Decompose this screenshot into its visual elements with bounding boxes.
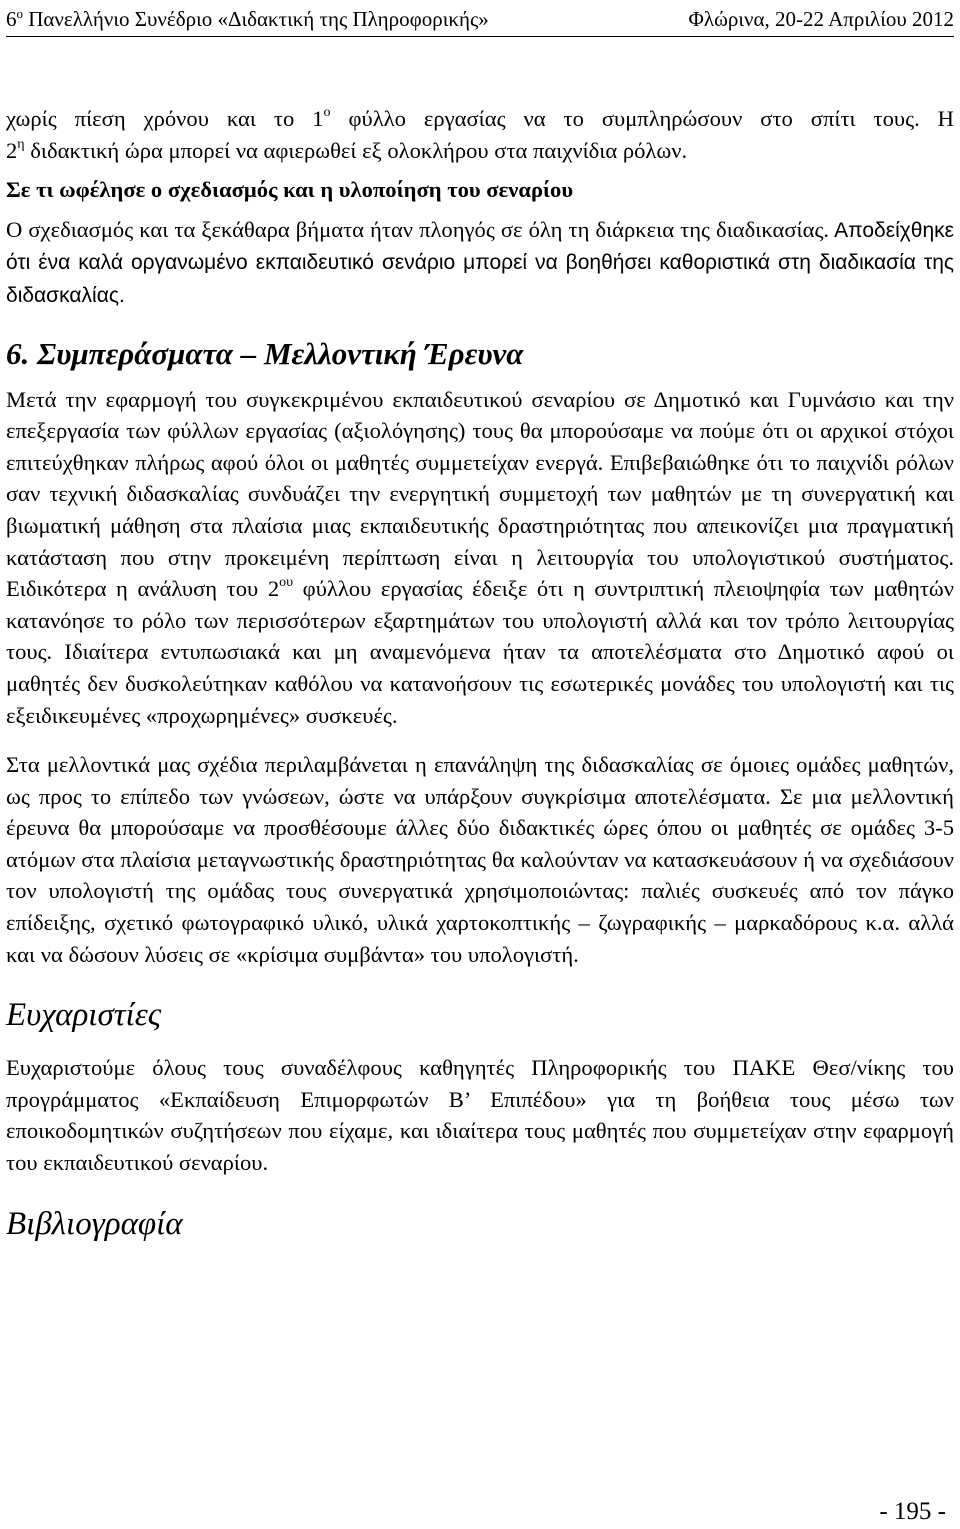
benefit-paragraph: Ο σχεδιασμός και τα ξεκάθαρα βήματα ήταν πλοηγός σε όλη τη διάρκεια της διαδικασίας. Αποδείχθηκε ότι ένα καλά οργανωμένο εκπαιδευτικό σενάριο μπορεί να βοηθήσει καθοριστικά στη διαδικασία της διδασκαλίας. — [6, 216, 954, 307]
acknowledgements-paragraph: Ευχαριστούμε όλους τους συναδέλφους καθηγητές Πληροφορικής του ΠΑΚΕ Θεσ/νίκης του προγράμματος «Εκπαίδευση Επιμορφωτών Β’ Επιπέδου» για τη βοήθεια τους μέσω των εποικοδομητικών συζητήσεων που είχαμε, και ιδιαίτερα τους μαθητές που συμμετείχαν στην εφαρμογή του εκπαιδευτικού σεναρίου. — [6, 1055, 954, 1176]
intro-line-2: $2^\eta$ διδακτική ώρα μπορεί να αφιερωθεί εξ ολοκλήρου στα παιχνίδια ρόλων. — [6, 136, 688, 163]
conclusions-paragraph: Μετά την εφαρμογή του συγκεκριμένου εκπαιδευτικού σεναρίου σε Δημοτικό και Γυμνάσιο και την επεξεργασία των φύλλων εργασίας (αξιολόγησης) τους θα μπορούσαμε να πούμε ότι οι αρχικοί στόχοι επιτεύχθηκαν πλήρως αφού όλοι οι μαθητές συμμετείχαν ενεργά. Επιβεβαιώθηκε ότι το παιχνίδι ρόλων σαν τεχνική διδασκαλίας συνδυάζει την ενεργητική συμμετοχή των μαθητών με τη συνεργατική και βιωματική μάθηση στα πλαίσια μιας εκπαιδευτικής δραστηριότητας που απεικονίζει μια πραγματική κατάσταση που στην προκειμένη περίπτωση είναι η λειτουργία του υπολογιστικού συστήματος. Ειδικότερα η ανάλυση του $2^{o\upsilon}$ φύλλου εργασίας έδειξε ότι η συντριπτική πλειοψηφία των μαθητών κατανόησε το ρόλο των περισσότερων εξαρτημάτων του υπολογιστή αλλά και τον τρόπο λειτουργίας τους. Ιδιαίτερα εντυπωσιακά και μη αναμενόμενα ήταν τα αποτελέσματα στο Δημοτικό αφού οι μαθητές δεν δυσκολεύτηκαν καθόλου να κατανοήσουν τις εσωτερικές μονάδες του υπολογιστή και τις εξειδικευμένες «προχωρημένες» συσκευές. — [6, 386, 954, 728]
intro-line-1: χωρίς πίεση χρόνου και το $1^o$ φύλλο εργασίας να το συμπληρώσουν στο σπίτι τους. Η — [6, 105, 954, 131]
intro-paragraph — [6, 103, 954, 166]
page-body — [6, 103, 954, 1261]
conference-date: Φλώρινα, 20-22 Απριλίου 2012 — [688, 7, 954, 31]
acknowledgements-heading: Ευχαριστίες — [6, 997, 162, 1034]
future-research-paragraph: Στα μελλοντικά μας σχέδια περιλαμβάνεται η επανάληψη της διδασκαλίας σε όμοιες ομάδες μαθητών, ως προς το επίπεδο των γνώσεων, ώστε να υπάρξουν συγκρίσιμα αποτελέσματα. Σε μια μελλοντική έρευνα θα μπορούσαμε να προσθέσουμε άλλες δύο διδακτικές ώρες όπου οι μαθητές σε ομάδες 3-5 ατόμων στα πλαίσια μεταγνωστικής δραστηριότητας θα καλούνταν να κατασκευάσουν ή να σχεδιάσουν τον υπολογιστή της ομάδας τους συνεργατικά χρησιμοποιώντας: παλιές συσκευές από τον πάγκο επίδειξης, σχετικό φωτογραφικό υλικό, υλικά χαρτοκοπτικής – ζωγραφικής – μαρκαδόρους κ.α. αλλά και να δώσουν λύσεις σε «κρίσιμα συμβάντα» του υπολογιστή. — [6, 752, 954, 967]
header-rule — [6, 36, 954, 37]
section-6-heading: 6. Συμπεράσματα – Μελλοντική Έρευνα — [6, 335, 524, 371]
running-header — [6, 4, 954, 34]
benefit-sans-text: Αποδείχθηκε ότι ένα καλά οργανωμένο εκπαιδευτικό σενάριο μπορεί να βοηθήσει καθοριστικά στη διαδικασία της διδασκαλίας. — [6, 218, 954, 307]
subheading: Σε τι ωφέλησε ο σχεδιασμός και η υλοποίηση του σεναρίου — [6, 177, 574, 203]
conference-title: $6^o$ Πανελλήνιο Συνέδριο «Διδακτική της Πληροφορικής» — [6, 6, 489, 31]
bibliography-heading: Βιβλιογραφία — [6, 1205, 183, 1242]
page-number: - 195 - — [879, 1498, 946, 1525]
